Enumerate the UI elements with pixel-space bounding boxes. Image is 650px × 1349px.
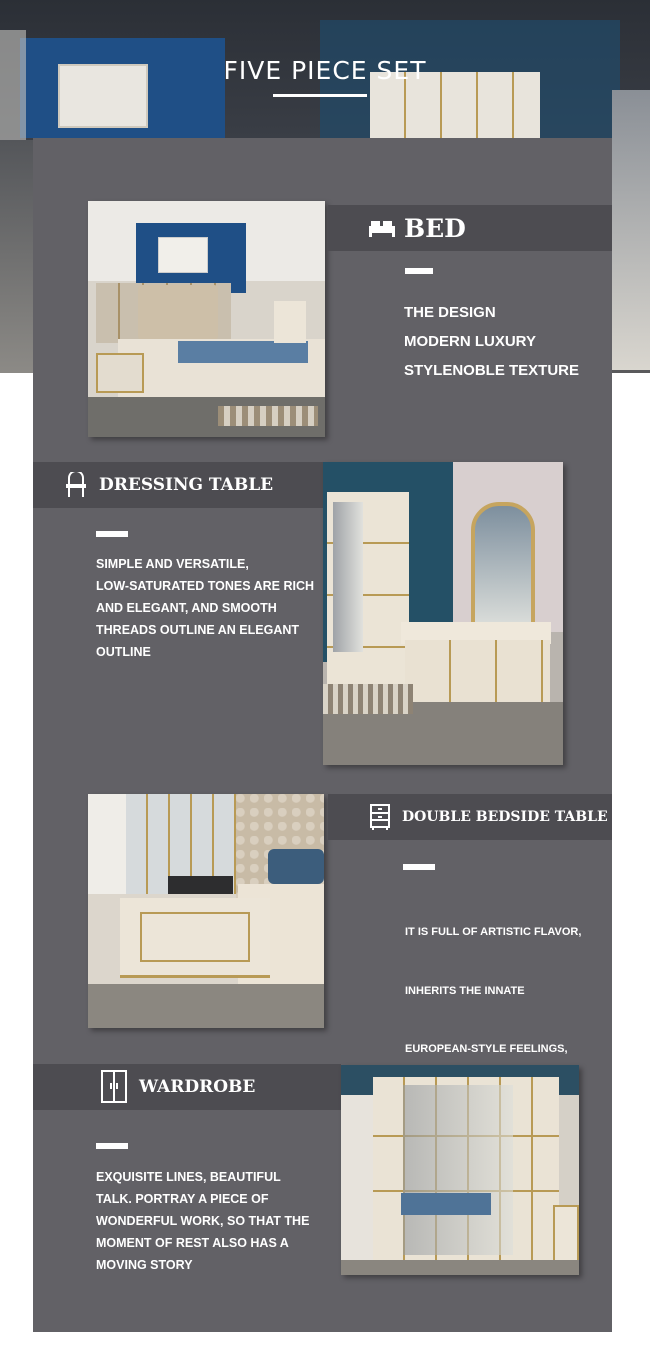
hero-mirror — [612, 90, 650, 370]
bedside-desc-line: IT IS FULL OF ARTISTIC FLAVOR, — [405, 926, 582, 938]
dressing-header-bar — [33, 462, 323, 508]
bedside-dash — [403, 864, 435, 870]
bedside-table-photo — [88, 794, 324, 1028]
title-underline — [273, 94, 367, 97]
bedside-title: DOUBLE BEDSIDE TABLE — [402, 809, 608, 825]
dressing-desc-line: LOW-SATURATED TONES ARE RICH — [96, 579, 315, 593]
bed-desc-line: STYLENOBLE TEXTURE — [404, 362, 580, 379]
wardrobe-desc-line: EXQUISITE LINES, BEAUTIFUL — [96, 1170, 281, 1184]
dressing-table-icon — [65, 472, 87, 498]
wardrobe-photo — [341, 1065, 579, 1275]
bedside-table-icon — [370, 804, 390, 830]
dressing-title: DRESSING TABLE — [99, 475, 274, 495]
bed-icon — [368, 218, 396, 238]
bed-desc-line: MODERN LUXURY — [404, 333, 536, 350]
wardrobe-desc-line: MOMENT OF REST ALSO HAS A — [96, 1236, 289, 1250]
bed-description — [404, 298, 579, 385]
bed-photo — [88, 201, 325, 437]
wardrobe-desc-line: TALK. PORTRAY A PIECE OF — [96, 1192, 269, 1206]
bed-header-bar — [328, 205, 612, 251]
wardrobe-dash — [96, 1143, 128, 1149]
wardrobe-desc-line: MOVING STORY — [96, 1258, 193, 1272]
dressing-desc-line: OUTLINE — [96, 645, 151, 659]
wardrobe-icon — [101, 1070, 127, 1104]
bed-title: BED — [404, 213, 466, 243]
dressing-desc-line: THREADS OUTLINE AN ELEGANT — [96, 623, 300, 637]
wardrobe-description — [96, 1166, 309, 1276]
dressing-desc-line: SIMPLE AND VERSATILE, — [96, 557, 249, 571]
dressing-desc-line: AND ELEGANT, AND SMOOTH — [96, 601, 277, 615]
bedside-desc-line: INHERITS THE INNATE — [405, 984, 525, 997]
bedside-header-bar — [328, 794, 612, 840]
dressing-table-photo — [323, 462, 563, 765]
bed-dash — [405, 268, 433, 274]
wardrobe-title: WARDROBE — [139, 1077, 256, 1097]
dressing-dash — [96, 531, 128, 537]
page-title: FIVE PIECE SET — [223, 56, 427, 85]
hero-side-furniture — [0, 140, 34, 373]
dressing-description — [96, 553, 314, 663]
bedside-desc-line: EUROPEAN-STYLE FEELINGS, — [405, 1043, 568, 1055]
wardrobe-desc-line: WONDERFUL WORK, SO THAT THE — [96, 1214, 310, 1228]
wardrobe-header-bar — [33, 1064, 341, 1110]
bed-desc-line: THE DESIGN — [404, 304, 496, 321]
